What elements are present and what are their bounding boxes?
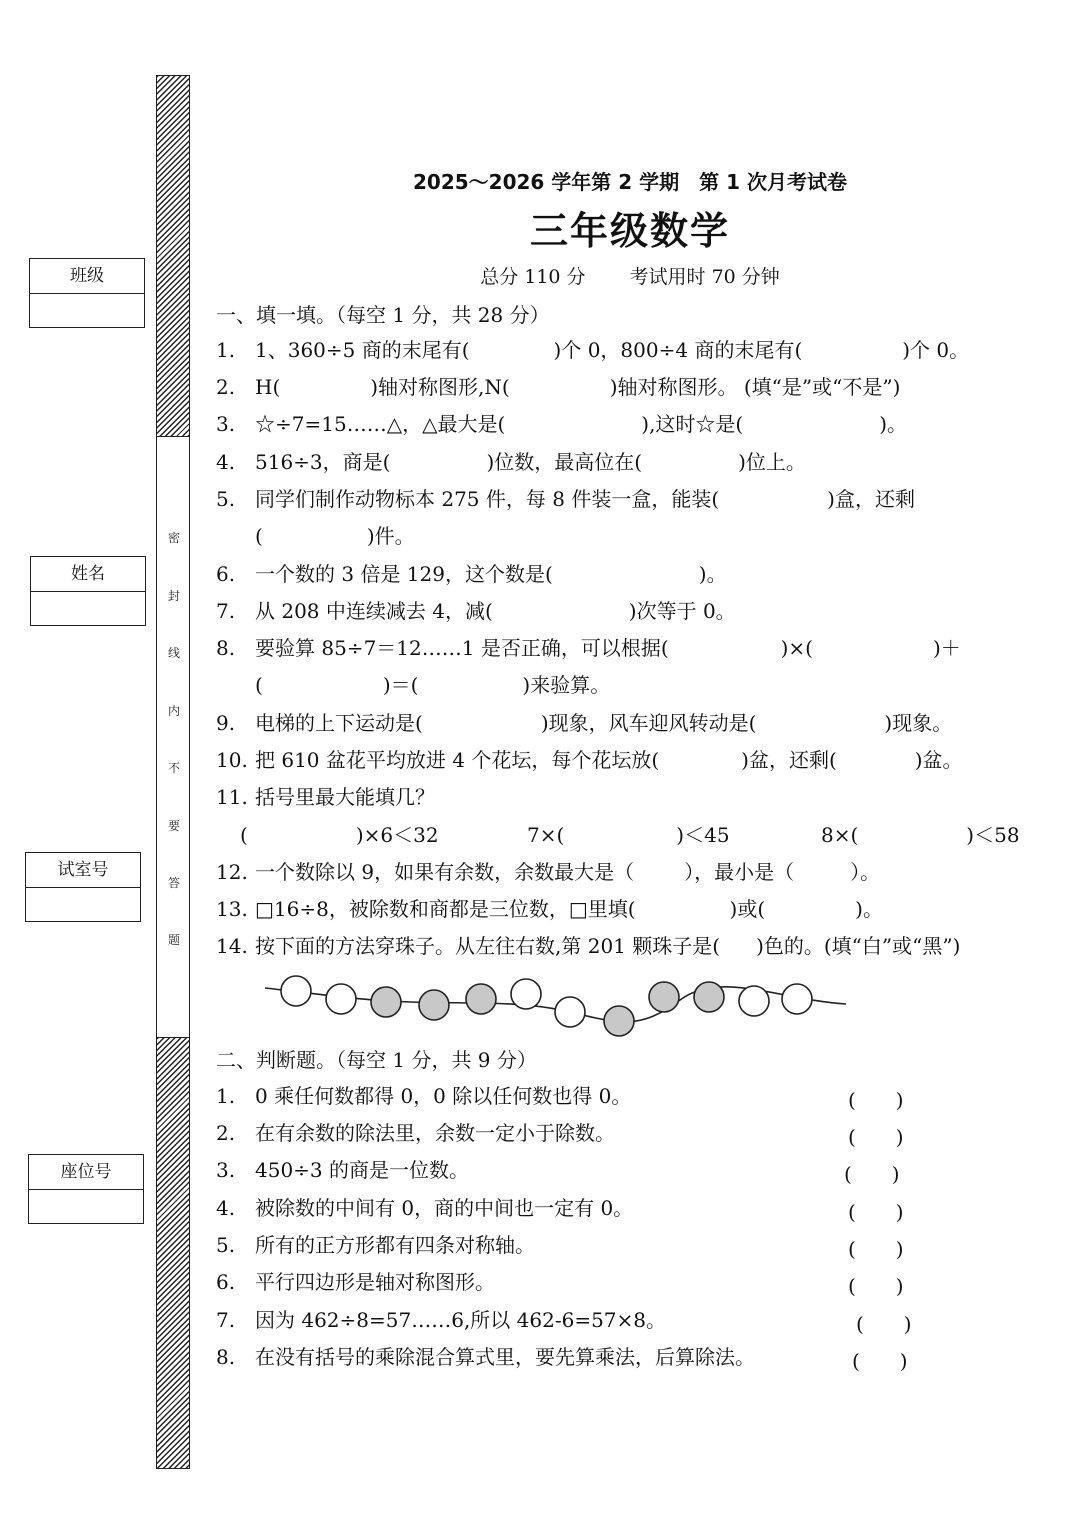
- seat-field-box: [28, 1154, 144, 1224]
- white-bead: [739, 986, 769, 1016]
- question-text: □16÷8，被除数和商都是三位数，□里填( )或( )。: [255, 897, 883, 921]
- question-text: 电梯的上下运动是( )现象，风车迎风转动是( )现象。: [255, 711, 953, 735]
- question-number: 5.: [216, 487, 236, 511]
- answer-paren[interactable]: ( ): [848, 1274, 904, 1298]
- answer-paren[interactable]: ( ): [844, 1162, 900, 1186]
- item-number: 2.: [216, 1121, 236, 1145]
- question-number: 7.: [216, 599, 236, 623]
- seal-char: 线: [167, 646, 180, 660]
- total-score: 总分 110 分: [480, 266, 586, 288]
- black-bead: [466, 984, 496, 1014]
- class-field-box: [29, 258, 145, 328]
- white-bead: [281, 976, 311, 1006]
- question-text: 一个数的 3 倍是 129，这个数是( )。: [255, 562, 727, 586]
- item-text: 在没有括号的乘除混合算式里，要先算乘法，后算除法。: [255, 1345, 755, 1369]
- answer-paren[interactable]: ( ): [848, 1200, 904, 1224]
- item-text: 因为 462÷8=57……6,所以 462-6=57×8。: [255, 1308, 667, 1332]
- item-text: 平行四边形是轴对称图形。: [255, 1270, 495, 1294]
- black-bead: [694, 982, 724, 1012]
- question-text: 1、360÷5 商的末尾有( )个 0，800÷4 商的末尾有( )个 0。: [255, 338, 970, 362]
- name-field-label: 姓名: [31, 557, 145, 592]
- room-field-label: 试室号: [26, 853, 140, 888]
- question-text: 括号里最大能填几？: [255, 785, 435, 809]
- seal-char: 答: [167, 876, 180, 890]
- exam-term-line: 2025～2026 学年第 2 学期 第 1 次月考试卷: [413, 170, 847, 194]
- question-text: 516÷3，商是( )位数，最高位在( )位上。: [255, 450, 806, 474]
- question-number: 10.: [216, 748, 248, 772]
- question-number: 1.: [216, 338, 236, 362]
- answer-paren[interactable]: ( ): [856, 1312, 912, 1336]
- question-number: 14.: [216, 934, 248, 958]
- question-number: 2.: [216, 375, 236, 399]
- item-number: 3.: [216, 1158, 236, 1182]
- question-number: 9.: [216, 711, 236, 735]
- answer-paren[interactable]: ( ): [848, 1088, 904, 1112]
- item-text: 被除数的中间有 0，商的中间也一定有 0。: [255, 1196, 634, 1220]
- item-text: 所有的正方形都有四条对称轴。: [255, 1233, 535, 1257]
- question-text: ☆÷7=15……△，△最大是( ),这时☆是( )。: [255, 412, 908, 436]
- room-field-box: [25, 852, 141, 922]
- question-text: 要验算 85÷7＝12……1 是否正确，可以根据( )×( )＋: [255, 636, 961, 660]
- seal-char: 内: [167, 704, 180, 718]
- black-bead: [649, 982, 679, 1012]
- item-number: 7.: [216, 1308, 236, 1332]
- seal-char: 不: [167, 761, 180, 775]
- name-field-box: [30, 556, 146, 626]
- question-number: 4.: [216, 450, 236, 474]
- question-number: 11.: [216, 785, 248, 809]
- seal-char: 要: [167, 819, 180, 833]
- class-field-label: 班级: [30, 259, 144, 294]
- seat-field-label: 座位号: [29, 1155, 143, 1190]
- question-8-continued: ( )＝( )来验算。: [255, 673, 611, 697]
- page-title: 三年级数学: [529, 209, 730, 253]
- question-11-part-3: 8×( )＜58: [821, 823, 1020, 847]
- seal-line-box: [156, 436, 190, 1038]
- question-11-part-2: 7×( )＜45: [527, 823, 730, 847]
- white-bead: [326, 984, 356, 1014]
- item-text: 在有余数的除法里，余数一定小于除数。: [255, 1121, 615, 1145]
- question-text: 一个数除以 9，如果有余数，余数最大是（ ），最小是（ ）。: [255, 860, 881, 884]
- question-text: H( )轴对称图形,N( )轴对称图形。 (填“是”或“不是”): [255, 375, 901, 399]
- question-number: 6.: [216, 562, 236, 586]
- seal-char: 封: [167, 589, 180, 603]
- question-text: 按下面的方法穿珠子。从左往右数,第 201 颗珠子是( )色的。(填“白”或“黑”): [255, 934, 961, 958]
- question-number: 12.: [216, 860, 248, 884]
- black-bead: [371, 987, 401, 1017]
- item-number: 6.: [216, 1270, 236, 1294]
- item-text: 0 乘任何数都得 0，0 除以任何数也得 0。: [255, 1084, 632, 1108]
- item-number: 4.: [216, 1196, 236, 1220]
- exam-info-line: [200, 262, 1060, 289]
- question-text: 把 610 盆花平均放进 4 个花坛，每个花坛放( )盆，还剩( )盆。: [255, 748, 963, 772]
- black-bead: [604, 1006, 634, 1036]
- item-text: 450÷3 的商是一位数。: [255, 1158, 470, 1182]
- question-text: 从 208 中连续减去 4，减( )次等于 0。: [255, 599, 736, 623]
- bead-string-diagram: [260, 970, 850, 1040]
- question-11-part-1: ( )×6＜32: [240, 823, 439, 847]
- white-bead: [511, 979, 541, 1009]
- white-bead: [782, 984, 812, 1014]
- section2-heading: 二、判断题。（每空 1 分，共 9 分）: [216, 1048, 537, 1072]
- answer-paren[interactable]: ( ): [848, 1125, 904, 1149]
- black-bead: [419, 990, 449, 1020]
- seal-char: 题: [167, 933, 180, 947]
- question-number: 13.: [216, 897, 248, 921]
- question-5-continued: ( )件。: [255, 524, 415, 548]
- exam-duration: 考试用时 70 分钟: [629, 266, 780, 288]
- seal-char: 密: [167, 531, 180, 545]
- question-text: 同学们制作动物标本 275 件，每 8 件装一盒，能装( )盒，还剩: [255, 487, 915, 511]
- question-number: 3.: [216, 412, 236, 436]
- binding-hatch-bottom: [156, 1037, 190, 1469]
- question-number: 8.: [216, 636, 236, 660]
- binding-hatch-top: [156, 75, 190, 437]
- answer-paren[interactable]: ( ): [848, 1237, 904, 1261]
- item-number: 8.: [216, 1345, 236, 1369]
- section1-heading: 一、填一填。（每空 1 分，共 28 分）: [216, 303, 550, 327]
- item-number: 5.: [216, 1233, 236, 1257]
- item-number: 1.: [216, 1084, 236, 1108]
- answer-paren[interactable]: ( ): [852, 1349, 908, 1373]
- white-bead: [555, 997, 585, 1027]
